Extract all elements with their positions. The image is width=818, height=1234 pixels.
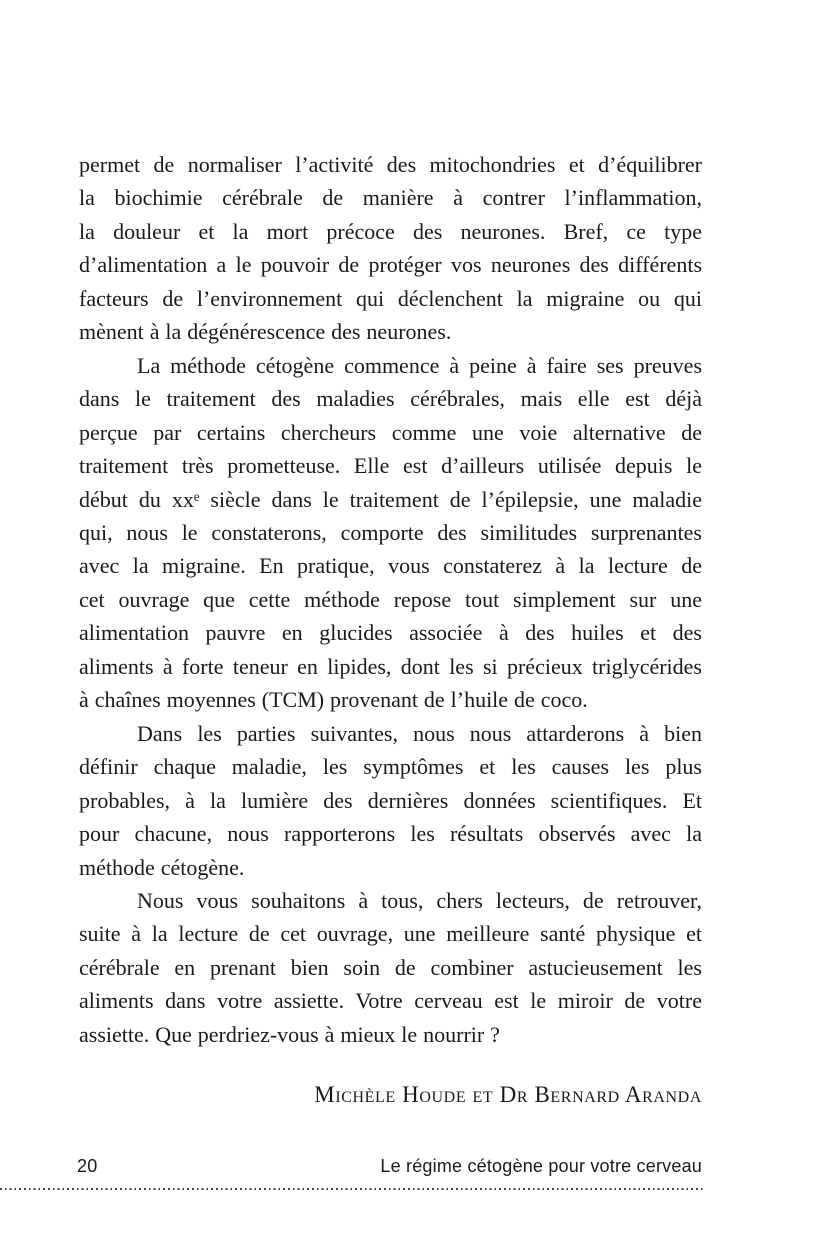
text-line: aliments dans votre assiette. Votre cerveau est le miroir de votre [79,988,702,1014]
text-line: La méthode cétogène commence à peine à faire ses preuves [137,352,702,378]
dotted-rule [0,1188,705,1190]
text-line: qui, nous le constaterons, comporte des similitudes surprenantes [79,519,702,545]
body-text-block [79,148,702,1051]
text-line: aliments à forte teneur en lipides, dont les si précieux triglycérides [79,653,702,679]
text-line: définir chaque maladie, les symptômes et les causes les plus [79,754,702,780]
text-line: Nous vous souhaitons à tous, chers lecteurs, de retrouver, [137,887,702,913]
text-line: à chaînes moyennes (TCM) provenant de l’huile de coco. [79,687,588,713]
text-line: avec la migraine. En pratique, vous constaterez à la lecture de [79,553,702,579]
page-number: 20 [77,1156,98,1176]
text-line: la douleur et la mort précoce des neurones. Bref, ce type [79,218,702,244]
text-line: la biochimie cérébrale de manière à contrer l’inflammation, [79,185,702,211]
text-line: dans le traitement des maladies cérébrales, mais elle est déjà [79,386,702,412]
text-line: d’alimentation a le pouvoir de protéger vos neurones des différents [79,252,702,278]
text-line: facteurs de l’environnement qui déclenchent la migraine ou qui [79,285,702,311]
text-line: pour chacune, nous rapporterons les résultats observés avec la [79,821,702,847]
text-line: permet de normaliser l’activité des mitochondries et d’équilibrer [79,152,702,177]
text-line: début du xxᵉ siècle dans le traitement de l’épilepsie, une maladie [79,486,702,512]
running-title: Le régime cétogène pour votre cerveau [380,1156,702,1176]
text-line: assiette. Que perdriez-vous à mieux le nourrir ? [79,1021,500,1047]
text-line: perçue par certains chercheurs comme une voie alternative de [79,419,702,445]
text-line: alimentation pauvre en glucides associée à des huiles et des [79,620,702,646]
text-line: cérébrale en prenant bien soin de combiner astucieusement les [79,954,702,980]
text-line: traitement très prometteuse. Elle est d’ailleurs utilisée depuis le [79,453,702,479]
text-line: mènent à la dégénérescence des neurones. [79,319,452,345]
text-line: méthode cétogène. [79,854,245,880]
text-line: Dans les parties suivantes, nous nous attarderons à bien [137,720,702,746]
text-line: suite à la lecture de cet ouvrage, une meilleure santé physique et [79,921,702,947]
text-line: cet ouvrage que cette méthode repose tout simplement sur une [79,586,702,612]
text-line: probables, à la lumière des dernières données scientifiques. Et [79,787,702,813]
authors-signature: Michèle Houde et Dr Bernard Aranda [314,1082,702,1107]
page-footer [77,1156,702,1177]
